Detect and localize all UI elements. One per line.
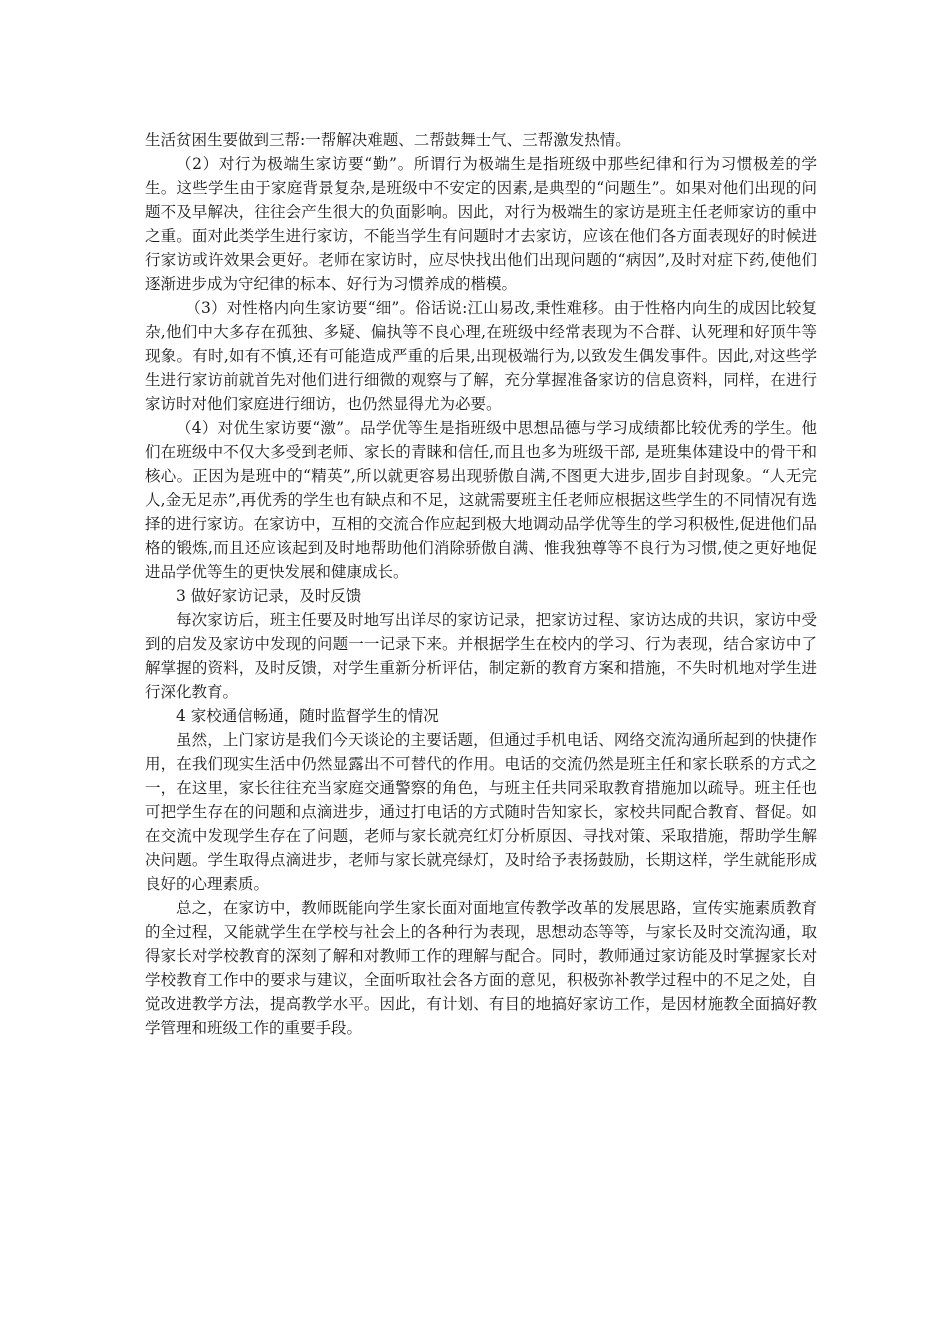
paragraph-introverted: （3）对性格内向生家访要“细”。俗话说:江山易改,秉性难移。由于性格内向生的成因比较复杂,他们中大多存在孤独、多疑、偏执等不良心理,在班级中经常表现为不合群、认死理和好顶牛等现象。有时,如有不慎,还有可能造成严重的后果,出现极端行为,以致发生偶发事件。因此,对这些学生进行家访前就首先对他们进行细微的观察与了解，充分掌握准备家访的信息资料，同样，在进行家访时对他们家庭进行细访，也仍然显得尤为必要。 bbox=[145, 299, 817, 413]
paragraph-visit-records: 每次家访后，班主任要及时地写出详尽的家访记录，把家访过程、家访达成的共识，家访中受到的启发及家访中发现的问题一一记录下来。并根据学生在校内的学习、行为表现，结合家访中了解掌握的资料，及时反馈，对学生重新分析评估，制定新的教育方案和措施，不失时机地对学生进行深化教育。 bbox=[145, 611, 817, 701]
document-body bbox=[145, 128, 817, 1040]
paragraph-extreme-behavior: （2）对行为极端生家访要“勤”。所谓行为极端生是指班级中那些纪律和行为习惯极差的学生。这些学生由于家庭背景复杂,是班级中不安定的因素,是典型的“问题生”。如果对他们出现的问题不及早解决，往往会产生很大的负面影响。因此，对行为极端生的家访是班主任老师家访的重中之重。面对此类学生进行家访，不能当学生有问题时才去家访，应该在他们各方面表现好的时候进行家访或许效果会更好。老师在家访时，应尽快找出他们出现问题的“病因”,及时对症下药,使他们逐渐进步成为守纪律的标本、好行为习惯养成的楷模。 bbox=[145, 155, 817, 293]
paragraph-conclusion: 总之，在家访中，教师既能向学生家长面对面地宣传教学改革的发展思路，宣传实施素质教育的全过程，又能就学生在学校与社会上的各种行为表现，思想动态等等，与家长及时交流沟通，取得家长对学校教育的深刻了解和对教师工作的理解与配合。同时，教师通过家访能及时掌握家长对学校教育工作中的要求与建议，全面听取社会各方面的意见，积极弥补教学过程中的不足之处，自觉改进教学方法，提高教学水平。因此，有计划、有目的地搞好家访工作，是因材施教全面搞好教学管理和班级工作的重要手段。 bbox=[145, 899, 817, 1037]
section-heading-3: 3 做好家访记录，及时反馈 bbox=[176, 587, 362, 605]
section-heading-4: 4 家校通信畅通，随时监督学生的情况 bbox=[176, 707, 439, 725]
paragraph-communication: 虽然，上门家访是我们今天谈论的主要话题，但通过手机电话、网络交流沟通所起到的快捷作用，在我们现实生活中仍然显露出不可替代的作用。电话的交流仍然是班主任和家长联系的方式之一，在这里，家长往往充当家庭交通警察的角色，与班主任共同采取教育措施加以疏导。班主任也可把学生存在的问题和点滴进步，通过打电话的方式随时告知家长，家校共同配合教育、督促。如在交流中发现学生存在了问题，老师与家长就亮红灯分析原因、寻找对策、采取措施，帮助学生解决问题。学生取得点滴进步，老师与家长就亮绿灯，及时给予表扬鼓励，长期这样，学生就能形成良好的心理素质。 bbox=[145, 731, 817, 893]
paragraph-excellent-students: （4）对优生家访要“激”。品学优等生是指班级中思想品德与学习成绩都比较优秀的学生。他们在班级中不仅大多受到老师、家长的青睐和信任,而且也多为班级干部, 是班集体建设中的骨干和核心。正因为是班中的“精英”,所以就更容易出现骄傲自满,不图更大进步,固步自封现象。“人无完人,金无足赤”,再优秀的学生也有缺点和不足，这就需要班主任老师应根据这些学生的不同情况有选择的进行家访。在家访中，互相的交流合作应起到极大地调动品学优等生的学习积极性,促进他们品格的锻炼,而且还应该起到及时地帮助他们消除骄傲自满、惟我独尊等不良行为习惯,使之更好地促进品学优等生的更快发展和健康成长。 bbox=[145, 419, 818, 581]
paragraph-poor-students-ending: 生活贫困生要做到三帮:一帮解决难题、二帮鼓舞士气、三帮激发热情。 bbox=[145, 131, 631, 149]
